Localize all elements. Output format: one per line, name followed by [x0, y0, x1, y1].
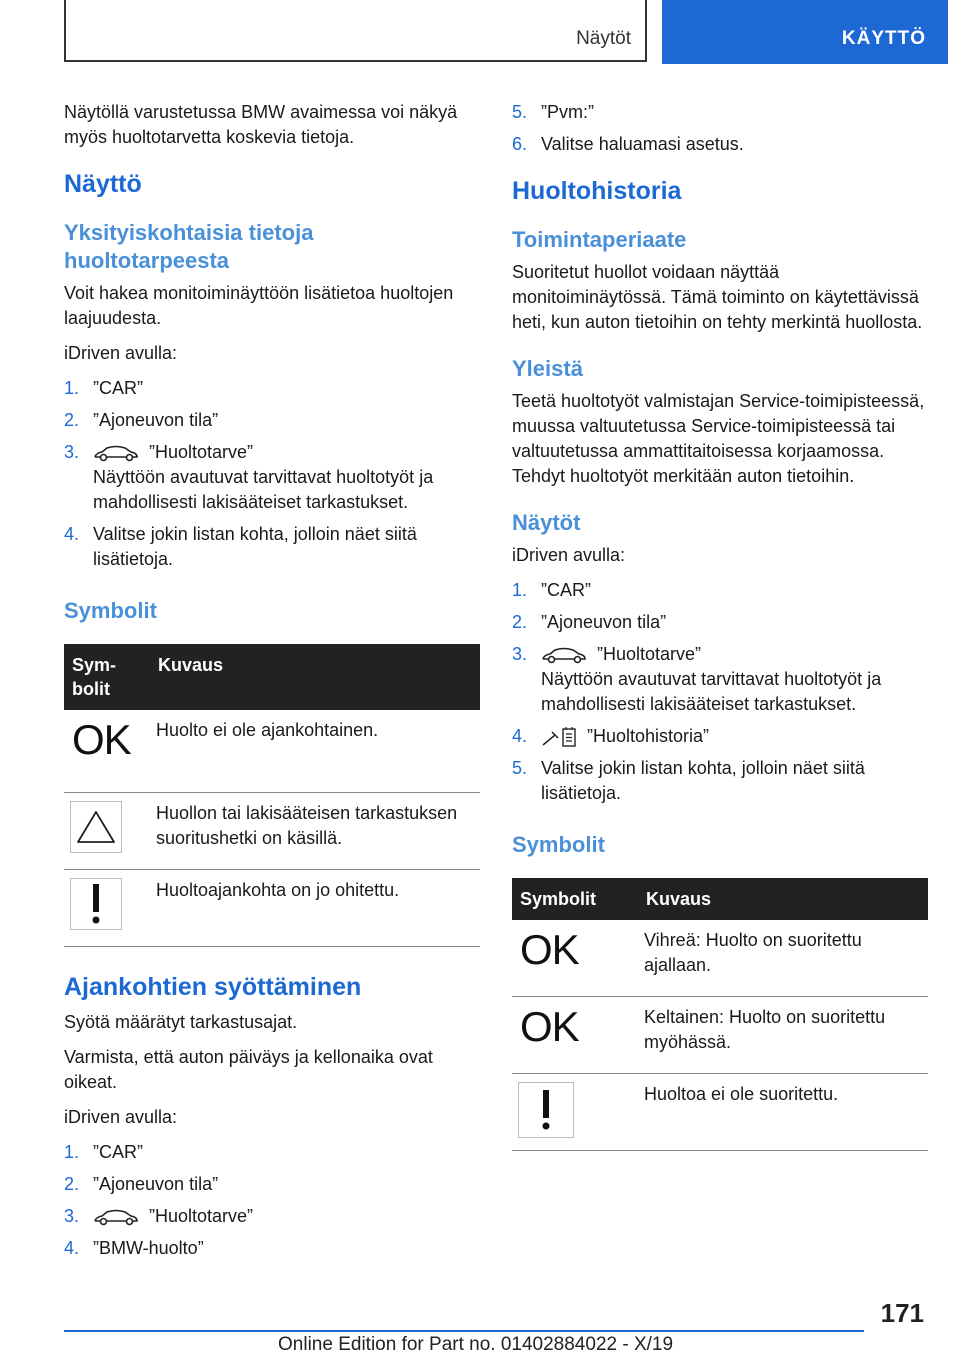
dates-text-1: Syötä määrätyt tarkastusajat.	[64, 1012, 298, 1032]
page-number: 171	[880, 1298, 924, 1328]
table-row: OK Huolto ei ole ajankohtainen.	[64, 710, 480, 793]
idrive-label: iDriven avulla:	[512, 545, 626, 565]
list-item: 3. ”Huoltotarve” Näyttöön avautuvat tarvittavat huoltotyöt ja mahdollisesti lakisääteiset tarkastukset.	[512, 644, 882, 714]
list-item: 1. ”CAR”	[64, 1142, 143, 1162]
general-text: Teetä huoltotyöt valmistajan Service-toimipisteessä, muussa valtuutetussa Service-toimipisteessä tai valtuutetussa ammattitaitoisessa korjaamossa. Tehdyt huoltotyöt merkitään auton tietoihin.	[512, 391, 925, 486]
list-item: 2. ”Ajoneuvon tila”	[64, 1174, 219, 1194]
header-box	[64, 0, 647, 62]
heading-display: Näyttö	[64, 170, 142, 198]
idrive-label: iDriven avulla:	[64, 343, 178, 363]
heading-displays: Näytöt	[512, 510, 581, 535]
list-item: 5. Valitse jokin listan kohta, jolloin näet siitä lisätietoja.	[512, 758, 865, 803]
idrive-label-2: iDriven avulla:	[64, 1107, 178, 1127]
intro-text: Näytöllä varustetussa BMW avaimessa voi näkyä myös huoltotarvetta koskevia tietoja.	[64, 102, 458, 147]
principle-text: Suoritetut huollot voidaan näyttää monitoiminäytössä. Tämä toiminto on käytettävissä heti, kun auton tietoihin on tehty merkintä huollosta.	[512, 262, 923, 332]
steps-list-cont	[512, 100, 928, 157]
list-item: 5. ”Pvm:”	[512, 102, 594, 122]
service-history-icon	[541, 726, 577, 748]
heading-symbols: Symbolit	[64, 598, 157, 623]
ok-icon: OK	[72, 716, 131, 763]
right-column	[512, 100, 928, 1151]
steps-list	[64, 376, 480, 572]
list-item: 4. Valitse jokin listan kohta, jolloin näet siitä lisätietoja.	[64, 524, 417, 569]
table-row: Huollon tai lakisääteisen tarkastuksen suoritushetki on käsillä.	[64, 793, 480, 870]
car-icon	[93, 1208, 139, 1226]
table-header: Symbolit Kuvaus	[512, 878, 928, 920]
table-header: Sym-bolit Kuvaus	[64, 644, 480, 710]
heading-principle: Toimintaperiaate	[512, 227, 687, 252]
list-item: 4. ”BMW-huolto”	[64, 1238, 204, 1258]
symbols-table	[512, 878, 928, 1151]
table-row: Huoltoajankohta on jo ohitettu.	[64, 870, 480, 947]
list-item: 1. ”CAR”	[64, 378, 143, 398]
table-row: Huoltoa ei ole suoritettu.	[512, 1074, 928, 1151]
heading-details: Yksityiskohtaisia tietoja huoltotarpeesta	[64, 220, 314, 273]
list-item: 3. ”Huoltotarve”	[64, 1206, 254, 1226]
car-icon	[541, 646, 587, 664]
exclamation-icon	[70, 878, 122, 930]
exclamation-icon	[518, 1082, 574, 1138]
heading-general: Yleistä	[512, 356, 583, 381]
warning-triangle-icon	[70, 801, 122, 853]
symbols-table	[64, 644, 480, 947]
edition-text: Online Edition for Part no. 01402884022 - X/19	[278, 1334, 674, 1355]
table-row: OK Keltainen: Huolto on suoritettu myöhässä.	[512, 997, 928, 1074]
heading-symbols: Symbolit	[512, 832, 605, 857]
chapter-tab	[662, 0, 948, 64]
left-column	[64, 100, 480, 1271]
car-icon	[93, 444, 139, 462]
section-title: Näytöt	[576, 28, 631, 49]
list-item: 3. ”Huoltotarve” Näyttöön avautuvat tarvittavat huoltotyöt ja mahdollisesti lakisääteiset tarkastukset.	[64, 442, 434, 512]
ok-icon: OK	[520, 926, 579, 973]
list-item: 2. ”Ajoneuvon tila”	[512, 612, 667, 632]
steps-list-2	[64, 1140, 480, 1261]
footer-divider	[64, 1330, 864, 1332]
list-item: 1. ”CAR”	[512, 580, 591, 600]
heading-history: Huoltohistoria	[512, 177, 682, 205]
details-text: Voit hakea monitoiminäyttöön lisätietoa huoltojen laajuudesta.	[64, 283, 454, 328]
chapter-title: KÄYTTÖ	[841, 28, 926, 49]
list-item: 4. ”Huoltohistoria”	[512, 724, 928, 749]
list-item: 6. Valitse haluamasi asetus.	[512, 134, 744, 154]
steps-list	[512, 578, 928, 806]
dates-text-2: Varmista, että auton päiväys ja kellonaika ovat oikeat.	[64, 1047, 433, 1092]
table-row: OK Vihreä: Huolto on suoritettu ajallaan.	[512, 920, 928, 997]
ok-icon: OK	[520, 1003, 579, 1050]
heading-dates: Ajankohtien syöttäminen	[64, 973, 362, 1001]
list-item: 2. ”Ajoneuvon tila”	[64, 410, 219, 430]
